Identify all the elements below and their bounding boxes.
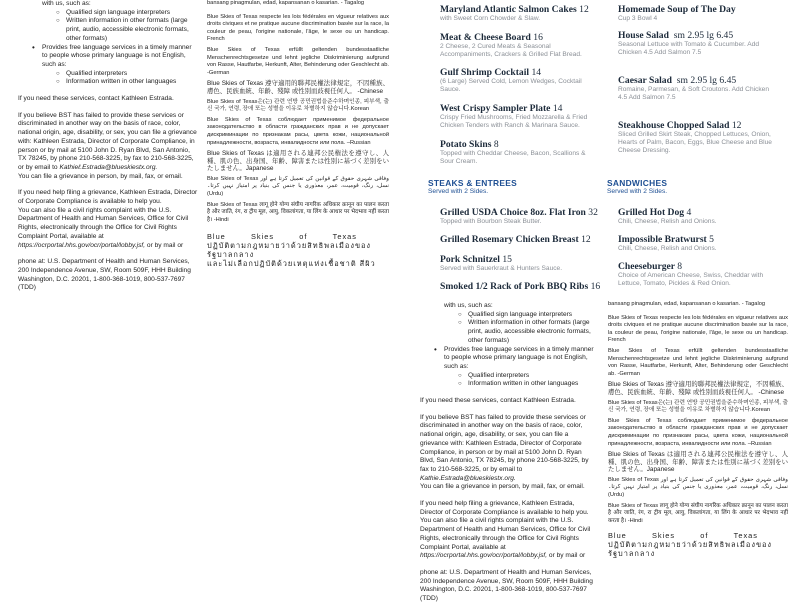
- item-price: 32: [588, 207, 598, 218]
- item-price: 14: [531, 67, 542, 78]
- notice-phone: phone at: U.S. Department of Health and Human Services, 200 Independence Avenue, SW, Room 509F, HHH Building Washington, D.C. 20201, 1-800-368-1019, 800-537-7697 (TDD): [420, 568, 593, 603]
- item-name: West Crispy Sampler Plate: [440, 103, 551, 114]
- item-price: sm 2.95 lg 6.45: [673, 30, 734, 41]
- menu-item: [440, 254, 605, 273]
- item-name: Gulf Shrimp Cocktail: [440, 67, 530, 78]
- menu-item: [440, 32, 590, 59]
- thai-line: และไม่เลือกปฏิบัติด้วยเหตุแห่งเชื้อชาติ สีผิว: [207, 259, 376, 269]
- notice-bullet: • Provides free language services in a timely manner to people whose primary language is not English, such as:: [432, 346, 596, 372]
- lang-french: Blue Skies of Texas respecte les lois fédérales en vigueur relatives aux droits civiques et ne pratique aucune discrimination basée sur la race, la couleur de peau, l'origine nationale, l'âge, le sexe ou un handicap. French: [207, 13, 389, 43]
- item-name: Impossible Bratwurst: [618, 234, 707, 245]
- menu-item: [440, 67, 590, 94]
- thai-word: Skies: [251, 232, 275, 242]
- lang-russian: Blue Skies of Texas соблюдает применимое федеральное законодательство в области гражданских прав и не допускает дискриминации по признакам расы, цвета кожи, национальной принадлежности, возраста, инвалидности или пола. –Russian: [608, 417, 788, 447]
- right-notice: [420, 302, 596, 604]
- thai-line: ปฏิบัติตามกฎหมายว่าด้วยสิทธิพลเมืองของรัฐบาลกลาง: [608, 540, 773, 559]
- lang-chinese: Blue Skies of Texas 遵守適用的聯邦民權法律規定，不因種族、膚色、民族血統、年齡、殘障 或性別而歧視任何人。 -Chinese: [608, 381, 788, 396]
- notice-portal-link[interactable]: https://ocrportal.hhs.gov/ocr/portal/lobby.jsf,: [18, 241, 146, 249]
- notice-grievance: If you believe BST has failed to provide these services or discriminated in another way on the basis of race, color, national origin, age, disability, or sex, you can file a grievance with: Kathleen Estrada, Director of Corporate Compliance, in person or by mail at 5100 John D. Ryan Blvd, San Antonio, TX 78245, by phone 210-568-3225, by fax to 210-568-3225, or by email to: [420, 413, 589, 473]
- item-name: Maryland Atlantic Salmon Cakes: [440, 4, 577, 15]
- notice-civil-rights: You can also file a civil rights complaint with the U.S. Department of Health and Human Services, Office for Civil Rights, electronically through the Office for Civil Rights Complaint Portal, available at: [420, 517, 591, 551]
- thai-word: of: [700, 531, 709, 541]
- sandwiches-section-header: [607, 178, 667, 195]
- item-description: Crispy Fried Mushrooms, Fried Mozzarella & Fried Chicken Tenders with Ranch & Marinara Sauce.: [440, 114, 588, 129]
- lang-korean: Blue Skies of Texas은(는) 관련 연방 공민권법을준수하며인종, 피부색, 출신 국가, 연령, 장애 또는 성별을 이유로 차별하지 않습니다.Korean: [207, 98, 389, 113]
- lang-german: Blue Skies of Texas erfüllt geltenden bundesstaatliche Menschenrechtsgesetze und lehnt jegliche Diskriminierung aufgrund von Rasse, Hautfarbe, Herkunft, Alter, Behinderung oder Geschlecht ab. -German: [207, 46, 389, 76]
- item-description: Chili, Cheese, Relish and Onions.: [618, 218, 717, 225]
- menu-item: [618, 120, 783, 155]
- lang-french: Blue Skies of Texas respecte les lois fédérales en vigueur relatives aux droits civiques et ne pratique aucune discrimination basée sur la race, la couleur de peau, l'origine nationale, l'âge, le sexe ou un handicap. French: [608, 314, 788, 344]
- lang-hindi: Blue Skies of Texas लागू होने योग्य संघीय नागरिक अधिकार क़ानून का पालन करता है और जाति, रंग, रा ट्रीय मूल, आयु, विकलांगता, या लिंग के आधार पर भेदभाव नहीं करता है। -Hindi: [207, 201, 389, 223]
- notice-sub-item: ○ Qualified interpreters: [54, 70, 198, 79]
- item-price: 15: [502, 254, 512, 265]
- lang-japanese: Blue Skies of Texas は適用される連邦公民権法を遵守し、人種、肌の色、出身国、年齢、障害または性別に基づく差別をいたしません。Japanese: [207, 150, 389, 173]
- item-description: Seasonal Lettuce with Tomato & Cucumber. Add Chicken 4.5 Add Salmon 7.5: [618, 41, 759, 56]
- item-description: Romaine, Parmesan, & Soft Croutons. Add Chicken 4.5 Add Salmon 7.5: [618, 86, 769, 101]
- lang-thai: [608, 531, 788, 558]
- menu-item: [618, 261, 783, 288]
- menu-item: [618, 234, 783, 253]
- notice-bullet: • Provides free language services in a timely manner to people whose primary language is not English, such as:: [30, 44, 198, 70]
- steaks-section-header: [428, 178, 517, 195]
- item-name: House Salad: [618, 30, 669, 41]
- item-name: Homemade Soup of The Day: [618, 4, 736, 15]
- lang-hindi: Blue Skies of Texas लागू होने योग्य संघीय नागरिक अधिकार क़ानून का पालन करता है और जाति, रंग, रा ट्रीय मूल, आयु, विकलांगता, या लिंग के आधार पर भेदभाव नहीं करता है। -Hindi: [608, 502, 788, 524]
- thai-word: Texas: [733, 531, 758, 541]
- left-languages: [207, 0, 389, 268]
- thai-line: ปฏิบัติตามกฎหมายว่าด้วยสิทธิพลเมืองของรัฐบาลกลาง: [207, 241, 372, 260]
- lang-urdu: Blue Skies of Texas وفاقی شہری حقوق کے قوانین کی تعمیل کرتا ہے اور نسل، رنگ، قومیت، عمر، معذوری یا جنس کی بنیاد پر امتیاز نہیں کرتا۔ (Urdu): [207, 175, 389, 198]
- item-description: Served with Sauerkraut & Hunters Sauce.: [440, 265, 563, 272]
- notice-sub-item: ○ Qualified sign language interpreters: [456, 311, 596, 320]
- thai-word: Texas: [332, 232, 357, 242]
- lang-tagalog: bansang pinagmulan, edad, kapansanan o kasarian. - Tagalog: [207, 0, 365, 6]
- item-name: Meat & Cheese Board: [440, 32, 531, 43]
- notice-sub-item: ○ Written information in other formats (large print, audio, accessible electronic formats, other formats): [456, 319, 596, 345]
- menu-item: [618, 207, 783, 226]
- notice-phone: phone at: U.S. Department of Health and Human Services, 200 Independence Avenue, SW, Room 509F, HHH Building Washington, D.C. 20201, 1-800-368-1019, 800-537-7697 (TDD): [18, 258, 191, 292]
- notice-portal-tail: or by mail or: [146, 241, 184, 249]
- lang-japanese: Blue Skies of Texas は適用される連邦公民権法を遵守し、人種、肌の色、出身国、年齢、障害または性別に基づく差別をいたしません。Japanese: [608, 451, 788, 474]
- item-price: sm 2.95 lg 6.45: [676, 75, 737, 86]
- lang-thai: [207, 232, 389, 268]
- thai-word: Blue: [207, 232, 226, 242]
- item-name: Pork Schnitzel: [440, 254, 500, 265]
- section-subtitle: Served with 2 Sides.: [428, 188, 489, 195]
- item-name: Cheeseburger: [618, 261, 675, 272]
- menu-item: [440, 207, 605, 226]
- left-notice: [18, 0, 198, 293]
- menu-item: [618, 30, 778, 57]
- lang-chinese: Blue Skies of Texas 遵守適用的聯邦民權法律規定，不因種族、膚色、民族血統、年齡、殘障 或性別而歧視任何人。 -Chinese: [207, 80, 389, 95]
- item-name: Grilled Rosemary Chicken Breast: [440, 234, 579, 245]
- item-name: Grilled Hot Dog: [618, 207, 685, 218]
- item-price: 16: [533, 32, 543, 43]
- thai-word: Blue: [608, 531, 627, 541]
- section-title: SANDWICHES: [607, 178, 668, 188]
- item-description: Chili, Cheese, Relish and Onions.: [618, 245, 717, 252]
- notice-help: If you need help filing a grievance, Kathleen Estrada, Director of Corporate Compliance is available to help you.: [18, 189, 198, 206]
- menu-item: [440, 4, 600, 23]
- thai-word: Skies: [652, 531, 676, 541]
- item-name: Grilled USDA Choice 8oz. Flat Iron: [440, 207, 586, 218]
- notice-sub-item: ○ Information written in other languages: [54, 78, 198, 87]
- notice-email-link[interactable]: Kathie.Estrada@blueskiestx.org.: [420, 474, 516, 482]
- notice-portal-tail: or by mail or: [548, 552, 586, 560]
- item-description: with Sweet Corn Chowder & Slaw.: [440, 15, 541, 22]
- item-description: Sliced Grilled Skirt Steak, Chopped Lettuces, Onion, Hearts of Palm, Bacon, Eggs, Blue Cheese and Blue Cheese Dressing.: [618, 131, 772, 154]
- item-description: Cup 3 Bowl 4: [618, 15, 658, 22]
- notice-grievance: If you believe BST has failed to provide these services or discriminated in another way on the basis of race, color, national origin, age, disability, or sex, you can file a grievance with: Kathleen Estrada, Director of Corporate Compliance, in person or by mail at 5100 John D. Ryan Blvd, San Antonio, TX 78245, by phone 210-568-3225, by fax to 210-568-3225, or by email to: [18, 111, 197, 171]
- item-price: 14: [552, 103, 563, 114]
- menu-item: [440, 234, 605, 245]
- section-title: STEAKS & ENTREES: [428, 178, 518, 188]
- lang-urdu: Blue Skies of Texas وفاقی شہری حقوق کے قوانین کی تعمیل کرتا ہے اور نسل، رنگ، قومیت، عمر، معذوری یا جنس کی بنیاد پر امتیاز نہیں کرتا۔ (Urdu): [608, 476, 788, 499]
- right-languages: [608, 301, 788, 558]
- lang-german: Blue Skies of Texas erfüllt geltenden bundesstaatliche Menschenrechtsgesetze und lehnt jegliche Diskriminierung aufgrund von Rasse, Hautfarbe, Herkunft, Alter, Behinderung oder Geschlecht ab. -German: [608, 347, 788, 377]
- item-price: 8: [677, 261, 683, 272]
- item-name: Potato Skins: [440, 139, 492, 150]
- item-price: 12: [581, 234, 591, 245]
- item-price: 5: [709, 234, 714, 245]
- item-price: 16: [590, 281, 601, 292]
- notice-sub-item: ○ Information written in other languages: [456, 380, 596, 389]
- item-description: Topped with Bourbon Steak Butter.: [440, 218, 542, 225]
- item-name: Steakhouse Chopped Salad: [618, 120, 730, 131]
- notice-sub-item: ○ Written information in other formats (large print, audio, accessible electronic formats, other formats): [54, 17, 198, 43]
- item-description: (6 Large) Served Cold, Lemon Wedges, Cocktail Sauce.: [440, 78, 582, 93]
- lang-korean: Blue Skies of Texas은(는) 관련 연방 공민권법을준수하며인종, 피부색, 출신 국가, 연령, 장애 또는 성별을 이유로 차별하지 않습니다.Korean: [608, 399, 788, 414]
- item-price: 4: [686, 207, 692, 218]
- lang-tagalog: bansang pinagmulan, edad, kapansanan o kasarian. - Tagalog: [608, 301, 766, 307]
- lang-russian: Blue Skies of Texas соблюдает применимое федеральное законодательство в области гражданских прав и не допускает дискриминации по признакам расы, цвета кожи, национальной принадлежности, возраста, инвалидности или пола. –Russian: [207, 116, 389, 146]
- notice-civil-rights: You can also file a civil rights complaint with the U.S. Department of Health and Human Services, Office for Civil Rights, electronically through the Office for Civil Rights Complaint Portal, available at: [18, 206, 189, 240]
- item-description: Topped with Cheddar Cheese, Bacon, Scallions & Sour Cream.: [440, 150, 586, 165]
- item-name: Smoked 1/2 Rack of Pork BBQ Ribs: [440, 281, 589, 292]
- item-description: Choice of American Cheese, Swiss, Cheddar with Lettuce, Tomato, Pickles & Red Onion.: [618, 272, 764, 287]
- item-price: 12: [731, 120, 742, 131]
- notice-help: If you need help filing a grievance, Kathleen Estrada, Director of Corporate Compliance is available to help you.: [420, 500, 589, 516]
- thai-word: of: [299, 232, 308, 242]
- notice-grievance-end: You can file a grievance in person, by mail, fax, or email.: [420, 483, 585, 491]
- notice-contact: If you need these services, contact Kathleen Estrada.: [420, 397, 576, 405]
- notice-intro: with us, such as:: [444, 302, 493, 309]
- menu-item: [440, 139, 590, 166]
- notice-grievance-end: You can file a grievance in person, by mail, fax, or email.: [18, 172, 183, 180]
- menu-item: [440, 281, 610, 292]
- item-name: Caesar Salad: [618, 75, 672, 86]
- notice-intro: with us, such as:: [42, 0, 91, 7]
- section-subtitle: Served with 2 Sides.: [607, 188, 668, 195]
- item-price: 12: [579, 4, 589, 15]
- notice-email-link[interactable]: Kathieℓ.Estrada@blueskiestx.org.: [59, 163, 158, 171]
- menu-item: [618, 75, 778, 102]
- menu-item: [618, 4, 783, 23]
- notice-contact: If you need these services, contact Kathleen Estrada.: [18, 95, 174, 103]
- menu-item: [440, 103, 590, 130]
- item-price: 8: [493, 139, 499, 150]
- notice-sub-item: ○ Qualified interpreters: [456, 372, 596, 381]
- notice-sub-item: ○ Qualified sign language interpreters: [54, 9, 198, 18]
- item-description: 2 Cheese, 2 Cured Meats & Seasonal Accompaniments, Crackers & Grilled Flat Bread.: [440, 43, 582, 58]
- notice-portal-link[interactable]: https://ocrportal.hhs.gov/ocr/portal/lobby.jsf,: [420, 552, 548, 560]
